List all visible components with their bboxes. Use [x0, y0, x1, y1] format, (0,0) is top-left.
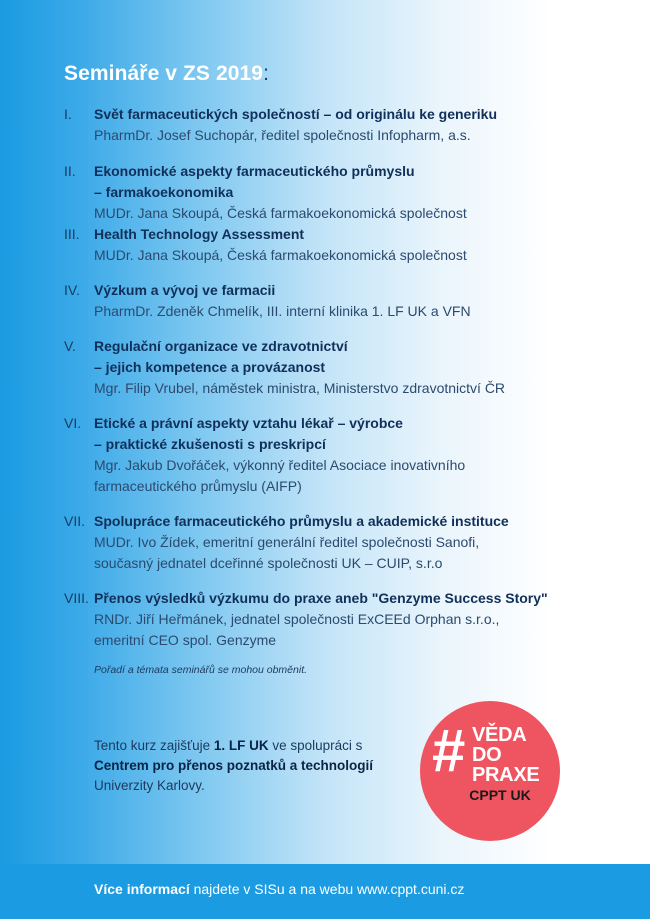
title-colon: : [263, 62, 270, 85]
seminar-number: VI. [64, 415, 82, 431]
seminar-speaker: Mgr. Jakub Dvořáček, výkonný ředitel Asociace inovativního [94, 457, 466, 473]
page-title [64, 62, 269, 86]
footer-link-text[interactable]: najdete v SISu a na webu www.cppt.cuni.cz [189, 881, 465, 897]
course-text-1: Tento kurz zajišťuje [94, 738, 214, 753]
seminar-speaker: současný jednatel dceřinné společnosti UK – CUIP, s.r.o [94, 555, 443, 571]
seminar-number: VII. [64, 513, 86, 529]
logo-words [472, 725, 539, 785]
seminar-item [64, 336, 634, 399]
seminar-speaker: emeritní CEO spol. Genzyme [94, 632, 277, 648]
seminar-item [64, 161, 634, 224]
title-text: Semináře v ZS 2019 [64, 62, 264, 85]
seminar-title: Health Technology Assessment [94, 226, 305, 242]
seminar-speaker: Mgr. Filip Vrubel, náměstek ministra, Ministerstvo zdravotnictví ČR [94, 380, 506, 396]
footer-bold: Více informací [94, 881, 190, 897]
seminar-title: Svět farmaceutických společností – od originálu ke generiku [94, 106, 498, 122]
seminar-number: I. [64, 106, 72, 122]
seminar-title: – farmakoekonomika [94, 184, 234, 200]
seminar-item [64, 511, 634, 574]
seminar-title: – praktické zkušenosti s preskripcí [94, 436, 326, 452]
seminar-title: Etické a právní aspekty vztahu lékař – výrobce [94, 415, 403, 431]
seminar-speaker: MUDr. Jana Skoupá, Česká farmakoekonomická společnost [94, 247, 467, 263]
seminar-number: III. [64, 226, 80, 242]
logo-word: VĚDA [472, 724, 527, 746]
seminar-speaker: MUDr. Jana Skoupá, Česká farmakoekonomická společnost [94, 205, 467, 221]
course-info [94, 736, 394, 796]
seminar-item [64, 280, 634, 322]
logo-word: DO [472, 744, 502, 766]
seminar-item [64, 224, 634, 266]
course-text-3: Univerzity Karlovy. [94, 778, 205, 793]
hashtag-icon: # [432, 717, 466, 784]
seminar-title: Přenos výsledků výzkumu do praxe aneb "Genzyme Success Story" [94, 590, 548, 606]
logo-org: CPPT UK [469, 787, 531, 803]
seminar-item [64, 588, 634, 651]
seminar-title: – jejich kompetence a provázanost [94, 359, 326, 375]
seminar-title: Výzkum a vývoj ve farmacii [94, 282, 276, 298]
seminar-number: VIII. [64, 590, 89, 606]
course-text-2: ve spolupráci s [268, 738, 363, 753]
seminar-speaker: PharmDr. Josef Suchopár, ředitel společnosti Infopharm, a.s. [94, 127, 471, 143]
course-center: Centrem pro přenos poznatků a technologií [94, 758, 374, 773]
seminar-speaker: MUDr. Ivo Žídek, emeritní generální ředitel společnosti Sanofi, [94, 534, 480, 550]
seminar-list [64, 104, 634, 651]
course-faculty: 1. LF UK [213, 738, 269, 753]
seminar-item [64, 104, 634, 146]
seminar-item [64, 413, 634, 497]
seminar-speaker: farmaceutického průmyslu (AIFP) [94, 478, 302, 494]
schedule-note: Pořadí a témata seminářů se mohou obměnit. [94, 664, 308, 676]
seminar-speaker: PharmDr. Zdeněk Chmelík, III. interní klinika 1. LF UK a VFN [94, 303, 471, 319]
seminar-title: Spolupráce farmaceutického průmyslu a akademické instituce [94, 513, 509, 529]
footer-bar [0, 864, 650, 919]
seminar-speaker: RNDr. Jiří Heřmánek, jednatel společnosti ExCEEd Orphan s.r.o., [94, 611, 500, 627]
logo-word: PRAXE [472, 764, 540, 786]
seminar-number: IV. [64, 282, 80, 298]
footer-text [94, 881, 464, 897]
seminar-title: Ekonomické aspekty farmaceutického průmyslu [94, 163, 415, 179]
seminar-title: Regulační organizace ve zdravotnictví [94, 338, 348, 354]
veda-do-praxe-logo [420, 701, 560, 841]
seminar-number: II. [64, 163, 76, 179]
seminar-number: V. [64, 338, 76, 354]
